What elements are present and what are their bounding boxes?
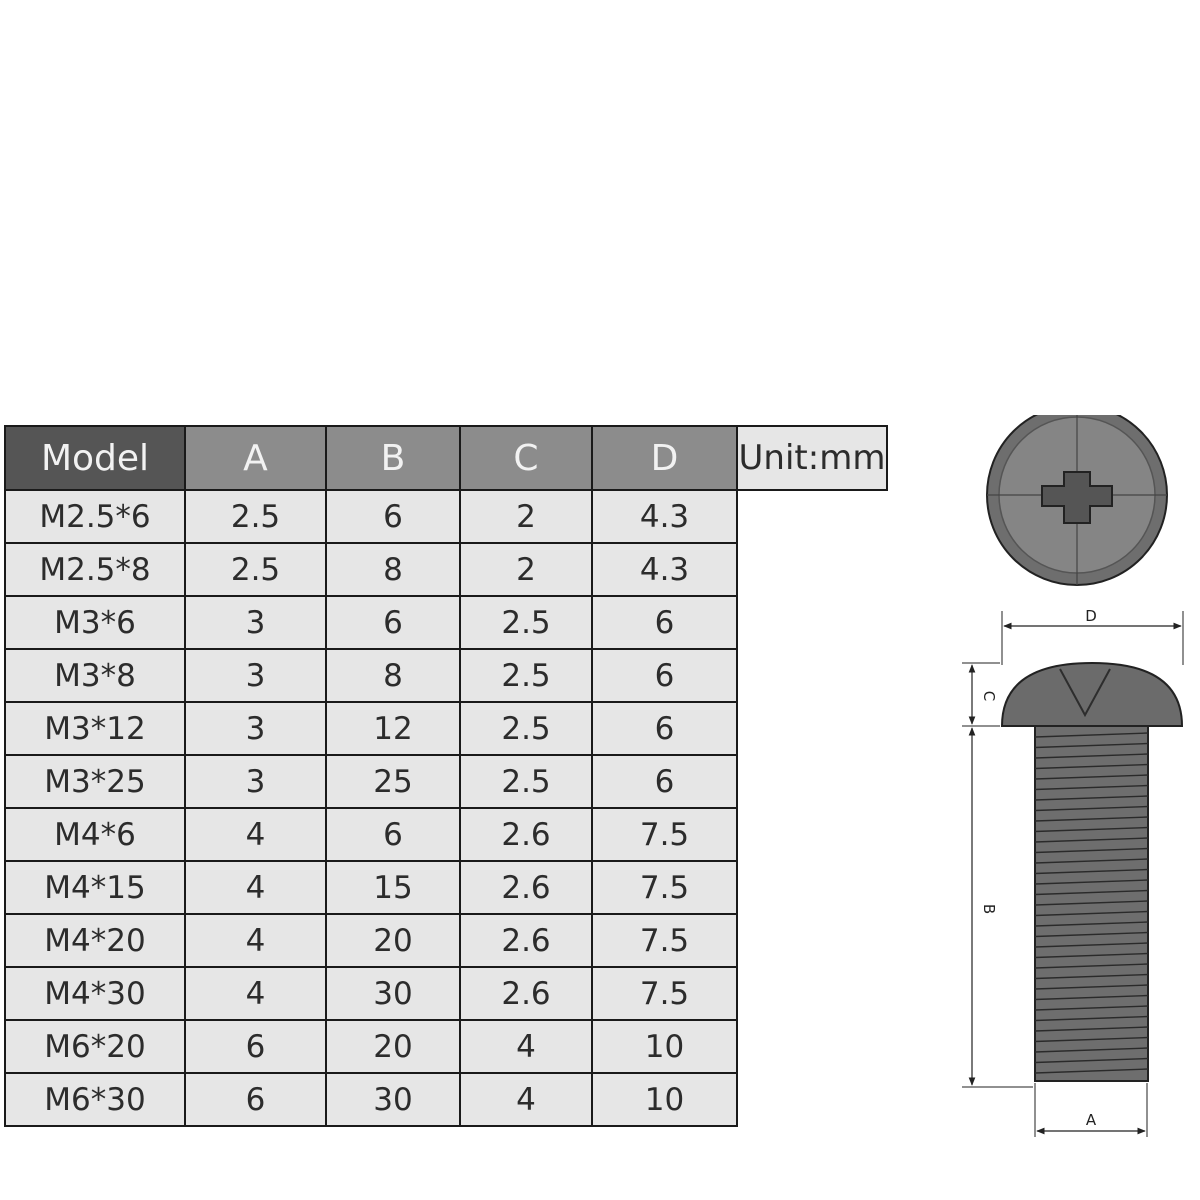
cell-a: 6 <box>185 1020 326 1073</box>
cell-b: 6 <box>326 596 460 649</box>
cell-a: 2.5 <box>185 490 326 543</box>
cell-d: 10 <box>592 1073 737 1126</box>
spec-table <box>4 425 888 1127</box>
cell-a: 3 <box>185 755 326 808</box>
cell-d: 4.3 <box>592 490 737 543</box>
cell-c: 2.6 <box>460 914 592 967</box>
unit-note: Unit:mm <box>737 426 887 490</box>
cell-c: 2.5 <box>460 755 592 808</box>
dim-label-b: B <box>980 903 998 915</box>
cell-model: M3*6 <box>5 596 185 649</box>
dimension-d <box>1002 607 1183 665</box>
cell-b: 6 <box>326 490 460 543</box>
cell-d: 4.3 <box>592 543 737 596</box>
cell-a: 4 <box>185 967 326 1020</box>
cell-b: 12 <box>326 702 460 755</box>
cell-model: M4*15 <box>5 861 185 914</box>
cell-c: 4 <box>460 1020 592 1073</box>
cell-model: M3*12 <box>5 702 185 755</box>
header-a: A <box>185 426 326 490</box>
cell-b: 20 <box>326 914 460 967</box>
cell-model: M3*25 <box>5 755 185 808</box>
table-row <box>5 490 887 543</box>
cell-a: 6 <box>185 1073 326 1126</box>
cell-model: M6*30 <box>5 1073 185 1126</box>
cell-b: 25 <box>326 755 460 808</box>
cell-model: M3*8 <box>5 649 185 702</box>
table-row <box>5 755 887 808</box>
screw-side-view <box>1002 663 1182 1081</box>
cell-d: 7.5 <box>592 914 737 967</box>
cell-model: M2.5*8 <box>5 543 185 596</box>
screw-drawing <box>940 415 1190 1145</box>
cell-model: M4*6 <box>5 808 185 861</box>
cell-a: 4 <box>185 861 326 914</box>
cell-c: 2.6 <box>460 967 592 1020</box>
cell-b: 6 <box>326 808 460 861</box>
cell-d: 6 <box>592 649 737 702</box>
cell-d: 10 <box>592 1020 737 1073</box>
dimension-c <box>962 663 1000 726</box>
cell-a: 4 <box>185 914 326 967</box>
dim-label-a: A <box>1085 1111 1097 1129</box>
screw-top-view <box>987 415 1167 585</box>
cell-model: M4*30 <box>5 967 185 1020</box>
header-row <box>5 426 887 490</box>
cell-d: 6 <box>592 702 737 755</box>
cell-a: 3 <box>185 702 326 755</box>
cell-c: 2 <box>460 490 592 543</box>
cell-b: 8 <box>326 543 460 596</box>
table-row <box>5 702 887 755</box>
cell-c: 2.5 <box>460 649 592 702</box>
cell-d: 6 <box>592 755 737 808</box>
header-b: B <box>326 426 460 490</box>
cell-c: 2.5 <box>460 702 592 755</box>
cell-c: 2.5 <box>460 596 592 649</box>
table-row <box>5 649 887 702</box>
table-row <box>5 596 887 649</box>
cell-model: M6*20 <box>5 1020 185 1073</box>
cell-c: 2.6 <box>460 861 592 914</box>
dimension-a <box>1035 1083 1147 1137</box>
cell-c: 2 <box>460 543 592 596</box>
dim-label-d: D <box>1085 607 1097 625</box>
table-row <box>5 861 887 914</box>
header-c: C <box>460 426 592 490</box>
cell-a: 4 <box>185 808 326 861</box>
header-d: D <box>592 426 737 490</box>
table-row <box>5 967 887 1020</box>
cell-a: 3 <box>185 596 326 649</box>
cell-model: M4*20 <box>5 914 185 967</box>
table-row <box>5 914 887 967</box>
cell-b: 15 <box>326 861 460 914</box>
cell-b: 8 <box>326 649 460 702</box>
table-row <box>5 543 887 596</box>
cell-b: 30 <box>326 967 460 1020</box>
dimension-b <box>962 728 1033 1087</box>
table-row <box>5 808 887 861</box>
cell-d: 7.5 <box>592 861 737 914</box>
table-row <box>5 1073 887 1126</box>
table-row <box>5 1020 887 1073</box>
cell-a: 3 <box>185 649 326 702</box>
cell-model: M2.5*6 <box>5 490 185 543</box>
dim-label-c: C <box>980 690 998 702</box>
cell-c: 4 <box>460 1073 592 1126</box>
cell-c: 2.6 <box>460 808 592 861</box>
cell-d: 7.5 <box>592 808 737 861</box>
cell-b: 30 <box>326 1073 460 1126</box>
cell-d: 7.5 <box>592 967 737 1020</box>
cell-d: 6 <box>592 596 737 649</box>
header-model: Model <box>5 426 185 490</box>
cell-a: 2.5 <box>185 543 326 596</box>
cell-b: 20 <box>326 1020 460 1073</box>
